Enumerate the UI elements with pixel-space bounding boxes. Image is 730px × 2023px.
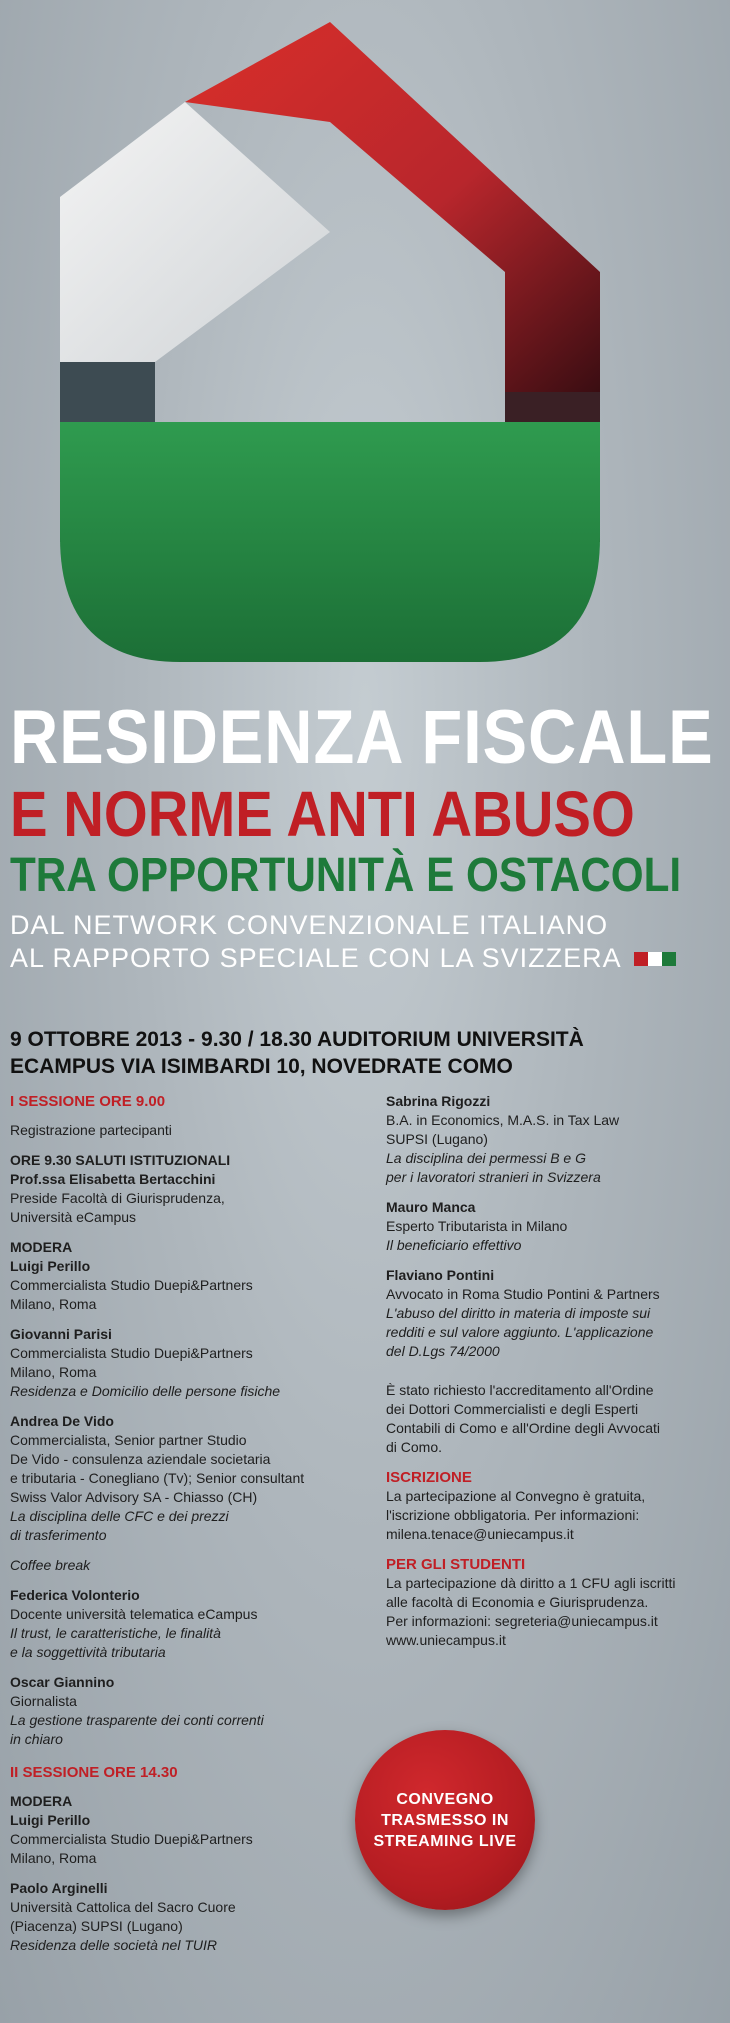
subtitle-line-2-text: AL RAPPORTO SPECIALE CON LA SVIZZERA bbox=[10, 943, 622, 973]
session-1-heading: I SESSIONE ORE 9.00 bbox=[10, 1093, 166, 1110]
speaker-role: Università eCampus bbox=[10, 1209, 137, 1225]
speaker-name: Giovanni Parisi bbox=[10, 1326, 112, 1342]
title-block bbox=[10, 695, 720, 974]
streaming-live-badge bbox=[355, 1730, 535, 1910]
badge-line: CONVEGNO bbox=[396, 1790, 494, 1808]
badge-line: STREAMING LIVE bbox=[373, 1832, 517, 1850]
speaker-name: Oscar Giannino bbox=[10, 1674, 115, 1690]
contact-email-link[interactable]: milena.tenace@uniecampus.it bbox=[386, 1526, 574, 1542]
talk-topic: La disciplina delle CFC e dei prezzi bbox=[10, 1508, 229, 1524]
speaker-name: Luigi Perillo bbox=[10, 1258, 91, 1274]
studenti-heading: PER GLI STUDENTI bbox=[386, 1556, 526, 1573]
saluti-block bbox=[10, 1151, 360, 1227]
program-right-column bbox=[386, 1092, 716, 1661]
registration-info bbox=[386, 1468, 716, 1544]
subtitle-line-2 bbox=[10, 943, 720, 974]
speaker-role: B.A. in Economics, M.A.S. in Tax Law bbox=[386, 1112, 620, 1128]
speaker-name: Prof.ssa Elisabetta Bertacchini bbox=[10, 1171, 216, 1187]
speaker-role: Preside Facoltà di Giurisprudenza, bbox=[10, 1190, 225, 1206]
info-line: La partecipazione dà diritto a 1 CFU agli iscritti bbox=[386, 1575, 676, 1591]
info-line: La partecipazione al Convegno è gratuita, bbox=[386, 1488, 646, 1504]
accreditation-line: Contabili di Como e all'Ordine degli Avvocati bbox=[386, 1420, 661, 1436]
registration: Registrazione partecipanti bbox=[10, 1122, 172, 1138]
talk-topic: in chiaro bbox=[10, 1731, 63, 1747]
speaker-role: e tributaria - Conegliano (Tv); Senior consultant bbox=[10, 1470, 305, 1486]
speaker-role: Milano, Roma bbox=[10, 1296, 97, 1312]
speaker-name: Luigi Perillo bbox=[10, 1812, 91, 1828]
speaker-name: Sabrina Rigozzi bbox=[386, 1093, 491, 1109]
talk-topic: La disciplina dei permessi B e G bbox=[386, 1150, 586, 1166]
talk-topic: per i lavoratori stranieri in Svizzera bbox=[386, 1169, 601, 1185]
speaker-name: Federica Volonterio bbox=[10, 1587, 140, 1603]
talk-topic: La gestione trasparente dei conti correnti bbox=[10, 1712, 264, 1728]
speaker-block bbox=[10, 1879, 360, 1955]
subtitle-line-1: DAL NETWORK CONVENZIONALE ITALIANO bbox=[10, 910, 609, 940]
speaker-role: Commercialista Studio Duepi&Partners bbox=[10, 1831, 253, 1847]
speaker-role: Commercialista Studio Duepi&Partners bbox=[10, 1277, 253, 1293]
title-line-3: TRA OPPORTUNITÀ E OSTACOLI bbox=[10, 849, 682, 902]
speaker-role: Milano, Roma bbox=[10, 1850, 97, 1866]
event-venue-line: ECAMPUS VIA ISIMBARDI 10, NOVEDRATE COMO bbox=[10, 1055, 513, 1078]
speaker-role: De Vido - consulenza aziendale societaria bbox=[10, 1451, 271, 1467]
speaker-role: Università Cattolica del Sacro Cuore bbox=[10, 1899, 236, 1915]
speaker-role: Esperto Tributarista in Milano bbox=[386, 1218, 568, 1234]
iscrizione-heading: ISCRIZIONE bbox=[386, 1469, 472, 1486]
speaker-role: SUPSI (Lugano) bbox=[386, 1131, 488, 1147]
accreditation-line: È stato richiesto l'accreditamento all'Ordine bbox=[386, 1382, 654, 1398]
accreditation-line: di Como. bbox=[386, 1439, 443, 1455]
talk-topic: redditi e sul valore aggiunto. L'applicazione bbox=[386, 1324, 654, 1340]
website-link[interactable]: www.uniecampus.it bbox=[386, 1632, 506, 1648]
accreditation-note bbox=[386, 1381, 716, 1457]
speaker-block bbox=[10, 1673, 360, 1749]
talk-topic: di trasferimento bbox=[10, 1527, 107, 1543]
info-line: l'iscrizione obbligatoria. Per informazioni: bbox=[386, 1507, 640, 1523]
speaker-block bbox=[386, 1198, 716, 1255]
speaker-role: Docente università telematica eCampus bbox=[10, 1606, 258, 1622]
talk-topic: e la soggettività tributaria bbox=[10, 1644, 166, 1660]
speaker-block bbox=[386, 1266, 716, 1361]
talk-topic: Il trust, le caratteristiche, le finalità bbox=[10, 1625, 221, 1641]
moderator-block bbox=[10, 1792, 360, 1868]
info-line: Per informazioni: segreteria@uniecampus.it bbox=[386, 1613, 658, 1629]
speaker-role: Commercialista, Senior partner Studio bbox=[10, 1432, 247, 1448]
flag-icon bbox=[634, 952, 676, 966]
accreditation-line: dei Dottori Commercialisti e degli Esperti bbox=[386, 1401, 639, 1417]
title-line-1: RESIDENZA FISCALE bbox=[10, 695, 714, 780]
title-line-2: E NORME ANTI ABUSO bbox=[10, 778, 635, 850]
event-date-line: 9 OTTOBRE 2013 - 9.30 / 18.30 AUDITORIUM UNIVERSITÀ bbox=[10, 1028, 584, 1051]
info-line: alle facoltà di Economia e Giurisprudenza. bbox=[386, 1594, 649, 1610]
talk-topic: L'abuso del diritto in materia di imposte sui bbox=[386, 1305, 651, 1321]
talk-topic: Residenza delle società nel TUIR bbox=[10, 1937, 217, 1953]
saluti-heading: ORE 9.30 SALUTI ISTITUZIONALI bbox=[10, 1152, 231, 1168]
speaker-role: Milano, Roma bbox=[10, 1364, 97, 1380]
session-2-heading: II SESSIONE ORE 14.30 bbox=[10, 1764, 178, 1781]
speaker-block bbox=[10, 1412, 360, 1545]
talk-topic: del D.Lgs 74/2000 bbox=[386, 1343, 500, 1359]
speaker-role: Giornalista bbox=[10, 1693, 77, 1709]
speaker-block bbox=[10, 1586, 360, 1662]
coffee-break: Coffee break bbox=[10, 1557, 91, 1573]
event-info bbox=[10, 1026, 720, 1080]
speaker-block bbox=[10, 1325, 360, 1401]
speaker-name: Paolo Arginelli bbox=[10, 1880, 108, 1896]
speaker-role: Swiss Valor Advisory SA - Chiasso (CH) bbox=[10, 1489, 258, 1505]
speaker-role: Avvocato in Roma Studio Pontini & Partners bbox=[386, 1286, 660, 1302]
house-logo bbox=[60, 22, 600, 662]
program-left-column bbox=[10, 1092, 360, 1966]
speaker-name: Andrea De Vido bbox=[10, 1413, 114, 1429]
talk-topic: Residenza e Domicilio delle persone fisiche bbox=[10, 1383, 281, 1399]
modera-label: MODERA bbox=[10, 1793, 73, 1809]
badge-line: TRASMESSO IN bbox=[381, 1811, 509, 1829]
modera-label: MODERA bbox=[10, 1239, 73, 1255]
students-info bbox=[386, 1555, 716, 1650]
logo-green-base bbox=[60, 422, 600, 662]
speaker-role: Commercialista Studio Duepi&Partners bbox=[10, 1345, 253, 1361]
speaker-name: Mauro Manca bbox=[386, 1199, 476, 1215]
speaker-role: (Piacenza) SUPSI (Lugano) bbox=[10, 1918, 183, 1934]
speaker-block bbox=[386, 1092, 716, 1187]
logo-white-band bbox=[60, 102, 330, 362]
moderator-block bbox=[10, 1238, 360, 1314]
talk-topic: Il beneficiario effettivo bbox=[386, 1237, 522, 1253]
speaker-name: Flaviano Pontini bbox=[386, 1267, 495, 1283]
